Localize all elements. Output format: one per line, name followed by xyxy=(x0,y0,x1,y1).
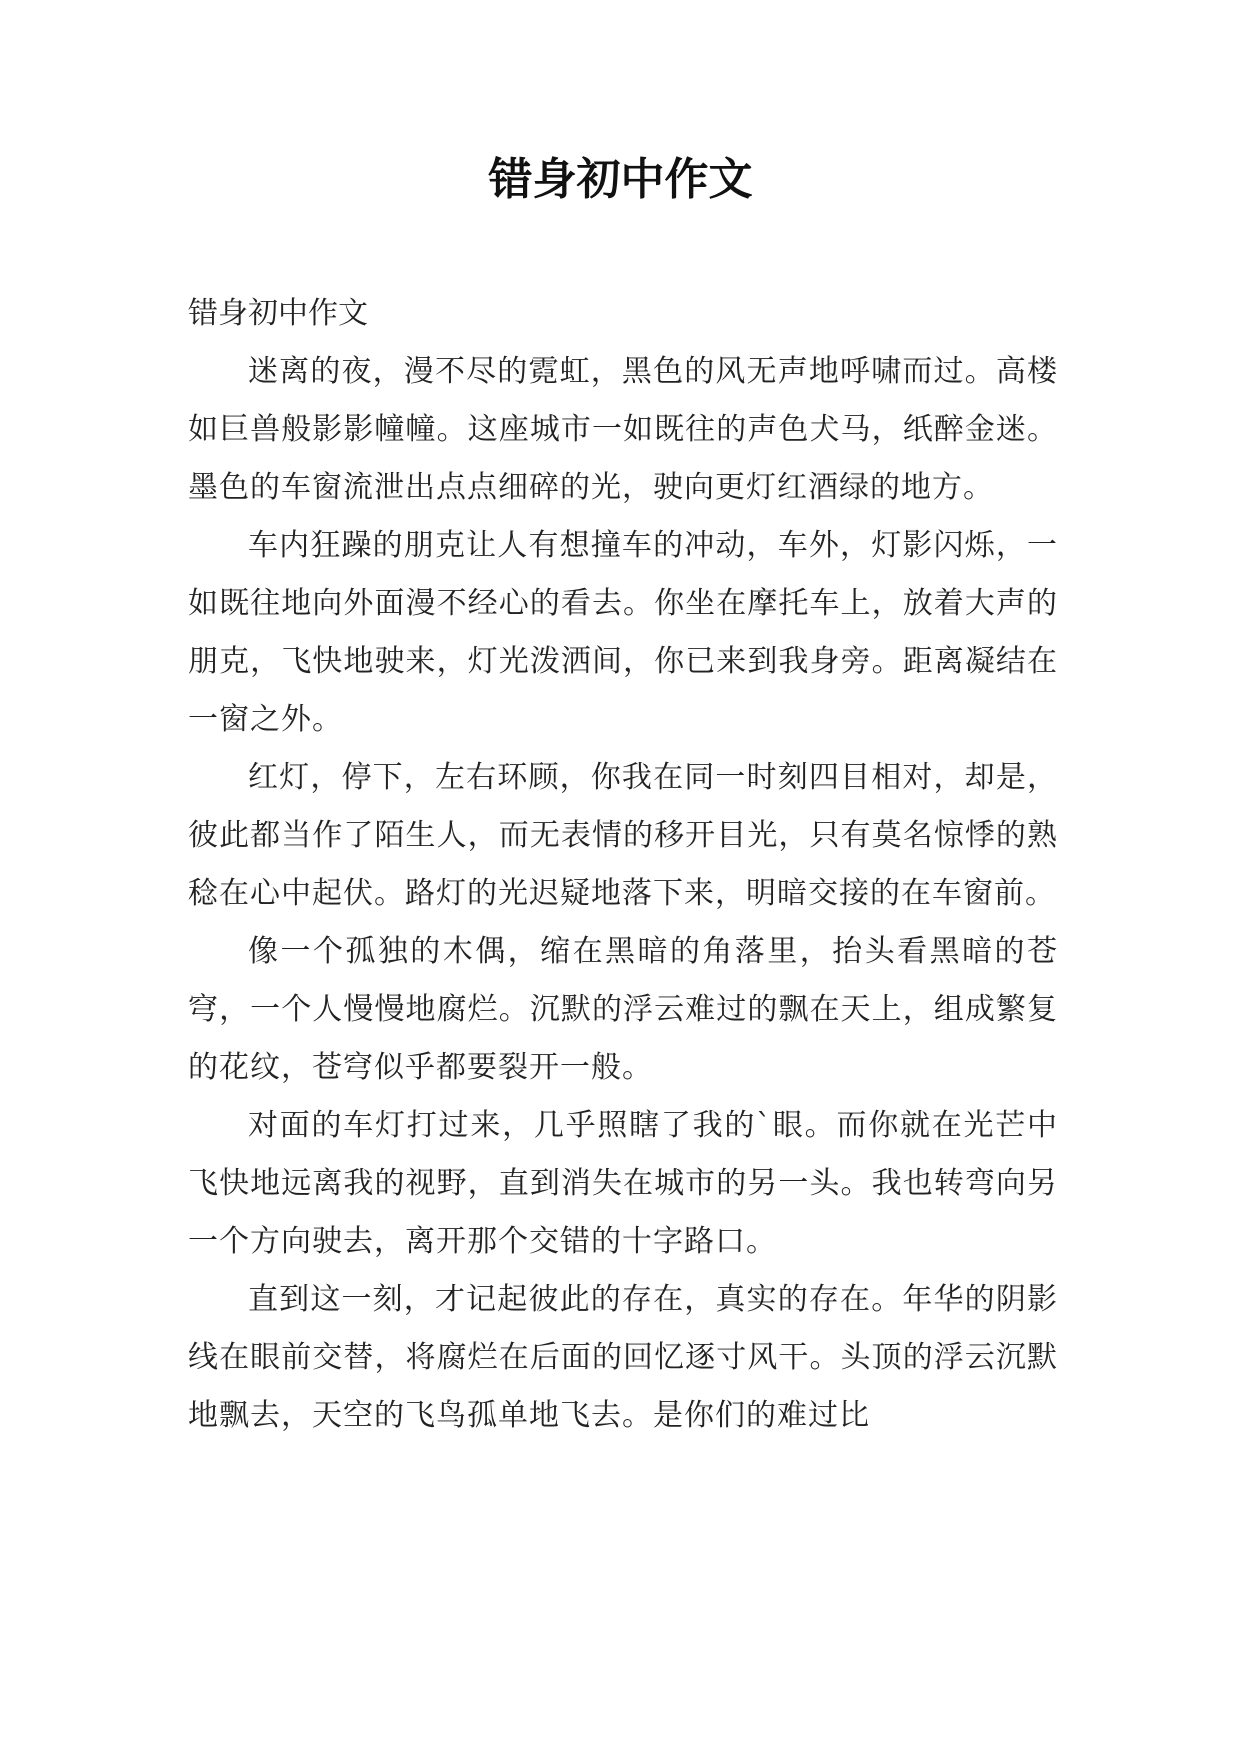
paragraph-6: 直到这一刻，才记起彼此的存在，真实的存在。年华的阴影线在眼前交替，将腐烂在后面的回忆逐寸风干。头顶的浮云沉默地飘去，天空的飞鸟孤单地飞去。是你们的难过比 xyxy=(188,1282,1058,1433)
paragraph-3: 红灯，停下，左右环顾，你我在同一时刻四目相对，却是，彼此都当作了陌生人，而无表情的移开目光，只有莫名惊悸的熟稔在心中起伏。路灯的光迟疑地落下来，明暗交接的在车窗前。 xyxy=(188,760,1058,911)
document-subtitle: 错身初中作文 xyxy=(188,296,368,331)
paragraph-1: 迷离的夜，漫不尽的霓虹，黑色的风无声地呼啸而过。高楼如巨兽般影影幢幢。这座城市一如既往的声色犬马，纸醉金迷。墨色的车窗流泄出点点细碎的光，驶向更灯红酒绿的地方。 xyxy=(188,354,1058,505)
paragraph-2: 车内狂躁的朋克让人有想撞车的冲动，车外，灯影闪烁，一如既往地向外面漫不经心的看去。你坐在摩托车上，放着大声的朋克，飞快地驶来，灯光泼洒间，你已来到我身旁。距离凝结在一窗之外。 xyxy=(188,528,1058,737)
paragraph-4: 像一个孤独的木偶，缩在黑暗的角落里，抬头看黑暗的苍穹，一个人慢慢地腐烂。沉默的浮云难过的飘在天上，组成繁复的花纹，苍穹似乎都要裂开一般。 xyxy=(188,934,1058,1085)
document-body xyxy=(188,285,1058,1445)
paragraph-5: 对面的车灯打过来，几乎照瞎了我的`眼。而你就在光芒中飞快地远离我的视野，直到消失在城市的另一头。我也转弯向另一个方向驶去，离开那个交错的十字路口。 xyxy=(188,1108,1058,1259)
page-title: 错身初中作文 xyxy=(488,154,753,205)
